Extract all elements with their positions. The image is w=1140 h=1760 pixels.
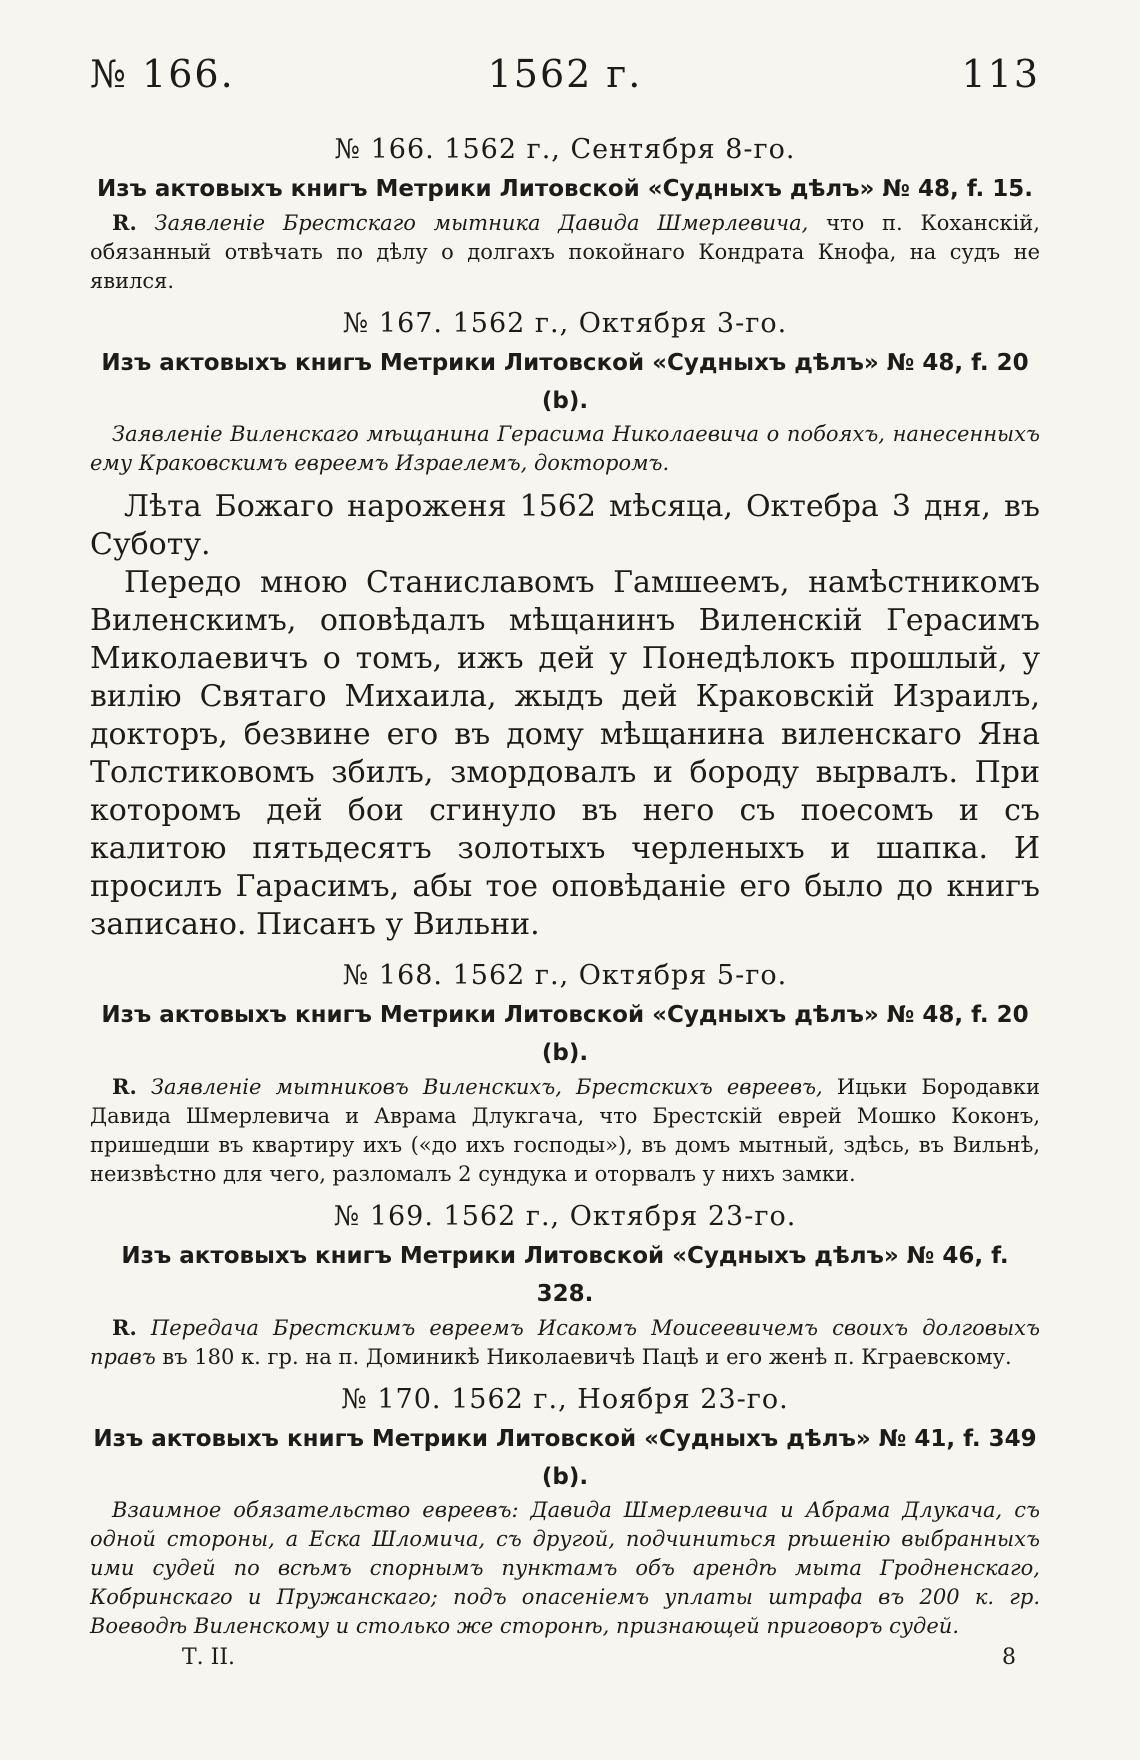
header-year: 1562 г.	[487, 52, 643, 96]
entry-summary	[90, 208, 1040, 296]
page-header	[90, 52, 1040, 102]
entry-title: № 170. 1562 г., Ноября 23-го.	[341, 1384, 789, 1415]
summary-italic: Заявленіе мытниковъ Виленскихъ, Брестскихъ евреевъ,	[150, 1075, 823, 1099]
regest-mark: R.	[112, 1315, 137, 1340]
signature-mark: 8	[1002, 1645, 1016, 1670]
text-paragraph: Лѣта Божаго нароженя 1562 мѣсяца, Октебра 3 дня, въ Суботу.	[90, 489, 1040, 562]
summary-italic: Заявленіе Виленскаго мѣщанина Герасима Николаевича о побояхъ, нанесенныхъ ему Краковскимъ евреемъ Израелемъ, докторомъ.	[90, 422, 1040, 475]
page-footer	[90, 1645, 1040, 1679]
entry-summary	[90, 1496, 1040, 1641]
text-paragraph: Передо мною Станиславомъ Гамшеемъ, намѣстникомъ Виленскимъ, оповѣдалъ мѣщанинъ Виленскій Герасимъ Миколаевичъ о томъ, ижъ дей у Понедѣлокъ прошлый, у вилію Святаго Михаила, жыдъ дей Краковскій Израилъ, докторъ, безвине его въ дому мѣщанина виленскаго Яна Толстиковомъ збилъ, змордовалъ и бороду вырвалъ. При которомъ дей бои сгинуло въ него съ поесомъ и съ калитою пятьдесятъ золотыхъ черленыхъ и шапка. И просилъ Гарасимъ, абы тое оповѣданіе его было до книгъ записано. Писанъ у Вильни.	[90, 565, 1040, 942]
entry-source: Изъ актовыхъ книгъ Метрики Литовской «Судныхъ дѣлъ» № 48, f. 20 (b).	[101, 1002, 1029, 1066]
regest-mark: R.	[112, 210, 137, 235]
entry-summary	[90, 1313, 1040, 1372]
entry-title: № 166. 1562 г., Сентября 8-го.	[334, 134, 796, 165]
entry-summary	[90, 420, 1040, 478]
summary-italic: Передача Брестскимъ евреемъ Исакомъ Моисеевичемъ своихъ долговыхъ правъ	[90, 1316, 1040, 1369]
entry-title: № 169. 1562 г., Октября 23-го.	[333, 1201, 797, 1232]
entry-source: Изъ актовыхъ книгъ Метрики Литовской «Судныхъ дѣлъ» № 46, f. 328.	[121, 1243, 1009, 1307]
entry-169	[90, 1197, 1040, 1372]
entry-167	[90, 304, 1040, 944]
entry-summary	[90, 1072, 1040, 1189]
entry-source: Изъ актовыхъ книгъ Метрики Литовской «Судныхъ дѣлъ» № 48, f. 15.	[96, 176, 1034, 202]
entry-source: Изъ актовыхъ книгъ Метрики Литовской «Судныхъ дѣлъ» № 41, f. 349 (b).	[93, 1426, 1037, 1490]
summary-rest: Ицьки Бородавки Давида Шмерлевича и Аврама Длукгача, что Брестскій еврей Мошко Коконъ, пришедши въ квартиру ихъ («до ихъ господы»), въ домъ мытный, здѣсь, въ Вильнѣ, неизвѣстно для чего, разломалъ 2 сундука и оторвалъ у нихъ замки.	[90, 1075, 1040, 1186]
entry-source: Изъ актовыхъ книгъ Метрики Литовской «Судныхъ дѣлъ» № 48, f. 20 (b).	[101, 350, 1029, 414]
entry-166	[90, 130, 1040, 296]
regest-mark: R.	[112, 1074, 137, 1099]
page-number: 113	[961, 52, 1040, 96]
page-content	[90, 130, 1040, 1649]
header-document-number: № 166.	[90, 52, 235, 96]
summary-rest: что п. Коханскій, обязанный отвѣчать по дѣлу о долгахъ покойнаго Кондрата Кнофа, на судъ не явился.	[90, 211, 1040, 293]
entry-170	[90, 1380, 1040, 1641]
volume-mark: Т. II.	[182, 1645, 236, 1670]
entry-168	[90, 956, 1040, 1189]
entry-title: № 167. 1562 г., Октября 3-го.	[342, 308, 788, 339]
summary-rest: въ 180 к. гр. на п. Доминикѣ Николаевичѣ Пацѣ и его женѣ п. Кграевскому.	[162, 1345, 1012, 1369]
document-text	[90, 488, 1040, 944]
summary-italic: Заявленіе Брестскаго мытника Давида Шмерлевича,	[154, 211, 809, 235]
summary-italic: Взаимное обязательство евреевъ: Давида Шмерлевича и Абрама Длукача, съ одной стороны, а Еска Шломича, съ другой, подчиниться рѣшенію выбранныхъ ими судей по всѣмъ спорнымъ пунктамъ объ арендѣ мыта Гродненскаго, Кобринскаго и Пружанскаго; подъ опасеніемъ уплаты штрафа въ 200 к. гр. Воеводѣ Виленскому и столько же сторонѣ, признающей приговоръ судей.	[90, 1498, 1040, 1638]
entry-title: № 168. 1562 г., Октября 5-го.	[342, 960, 788, 991]
